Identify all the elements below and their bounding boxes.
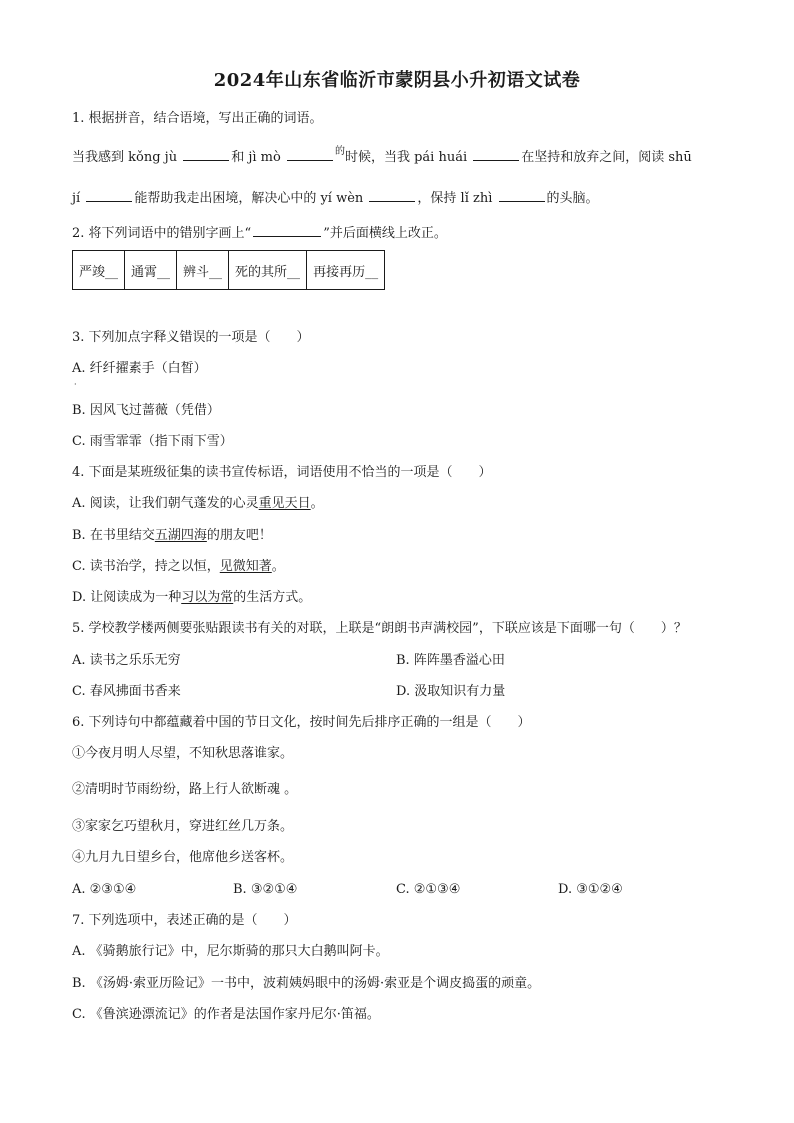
question-7-option-b[interactable]: B. 《汤姆·索亚历险记》一书中，波莉姨妈眼中的汤姆·索亚是个调皮捣蛋的顽童。 (72, 976, 541, 991)
q4-text: A. 阅读，让我们朝气蓬发的心灵 (72, 496, 259, 511)
q4-text: B. 在书里结交 (72, 528, 155, 543)
table-cell[interactable]: 通霄__ (125, 251, 177, 290)
question-4-option-c[interactable] (72, 558, 285, 576)
question-4-option-d[interactable] (72, 589, 311, 607)
question-4-option-a[interactable] (72, 495, 324, 513)
q4-text: D. 让阅读成为一种 (72, 590, 182, 605)
q4-text: 的生活方式。 (233, 590, 312, 605)
poem-line-2: ②清明时节雨纷纷，路上行人欲断魂 。 (72, 782, 298, 797)
question-4-stem: 4. 下面是某班级征集的读书宣传标语，词语使用不恰当的一项是（ ） (72, 465, 492, 480)
q1-text: 和 jì mò (231, 150, 285, 165)
question-3-option-c[interactable]: C. 雨雪霏霏（指下雨下雪） (72, 434, 233, 449)
question-5-stem: 5. 学校教学楼两侧要张贴跟读书有关的对联，上联是“朗朗书声满校园”，下联应该是下面哪一句（ ）？ (72, 621, 687, 636)
question-7-option-a[interactable]: A. 《骑鹅旅行记》中，尼尔斯骑的那只大白鹅叫阿卡。 (72, 944, 389, 959)
q1-text: ，保持 lǐ zhì (417, 191, 497, 206)
question-6-stem: 6. 下列诗句中都蕴藏着中国的节日文化，按时间先后排序正确的一组是（ ） (72, 715, 531, 730)
underlined-phrase: 重见天日 (258, 496, 311, 511)
q1-text: 在坚持和放弃之间，阅读 shū (521, 150, 692, 165)
question-4-option-b[interactable] (72, 527, 272, 545)
typo-table (72, 250, 385, 290)
question-6-option-c[interactable]: C. ②①③④ (396, 882, 461, 897)
q1-text: 时候，当我 pái huái (344, 150, 472, 165)
emphasis-dot: · (74, 380, 77, 389)
question-1-line-1 (72, 148, 692, 168)
answer-blank[interactable] (86, 189, 132, 202)
answer-blank[interactable] (253, 224, 321, 237)
question-5-option-c[interactable]: C. 春风拂面书香来 (72, 684, 181, 699)
question-5-option-d[interactable]: D. 汲取知识有力量 (396, 684, 506, 699)
underlined-phrase: 五湖四海 (154, 528, 207, 543)
table-cell[interactable]: 辨斗__ (177, 251, 229, 290)
question-3-option-a[interactable]: A. 纤纤擢素手（白皙） (72, 361, 207, 376)
q1-superscript: 的 (334, 146, 345, 157)
answer-blank[interactable] (183, 148, 229, 161)
table-row (73, 251, 385, 290)
q1-text: jí (72, 191, 85, 206)
poem-line-3: ③家家乞巧望秋月，穿进红丝几万条。 (72, 819, 294, 834)
answer-blank[interactable] (499, 189, 545, 202)
underlined-phrase: 习以为常 (181, 590, 234, 605)
question-6-option-b[interactable]: B. ③②①④ (233, 882, 298, 897)
q4-text: 。 (271, 559, 285, 574)
question-5-option-a[interactable]: A. 读书之乐乐无穷 (72, 653, 181, 668)
q1-text: 当我感到 kǒng jù (72, 150, 182, 165)
q1-text: 能帮助我走出困境，解决心中的 yí wèn (134, 191, 368, 206)
question-7-option-c[interactable]: C. 《鲁滨逊漂流记》的作者是法国作家丹尼尔·笛福。 (72, 1007, 380, 1022)
q4-text: C. 读书治学，持之以恒， (72, 559, 220, 574)
question-6-option-a[interactable]: A. ②③①④ (72, 882, 137, 897)
poem-line-4: ④九月九日望乡台，他席他乡送客杯。 (72, 850, 294, 865)
answer-blank[interactable] (473, 148, 519, 161)
question-1-stem: 1. 根据拼音，结合语境，写出正确的词语。 (72, 111, 323, 126)
answer-blank[interactable] (369, 189, 415, 202)
table-cell[interactable]: 严竣__ (73, 251, 125, 290)
table-cell[interactable]: 死的其所__ (229, 251, 307, 290)
q4-text: 的朋友吧！ (206, 528, 272, 543)
table-cell[interactable]: 再接再历__ (307, 251, 385, 290)
q2-text: ”并后面横线上改正。 (323, 226, 447, 241)
q4-text: 。 (310, 496, 324, 511)
question-6-option-d[interactable]: D. ③①②④ (558, 882, 623, 897)
underlined-phrase: 见微知著 (219, 559, 272, 574)
q2-text: 2. 将下列词语中的错别字画上“ (72, 226, 252, 241)
page-title: 2024年山东省临沂市蒙阴县小升初语文试卷 (213, 70, 581, 91)
question-2-stem (72, 224, 447, 243)
q1-text: 的头脑。 (546, 191, 599, 206)
poem-line-1: ①今夜月明人尽望，不知秋思落谁家。 (72, 746, 294, 761)
question-5-option-b[interactable]: B. 阵阵墨香溢心田 (396, 653, 505, 668)
question-7-stem: 7. 下列选项中，表述正确的是（ ） (72, 913, 297, 928)
question-1-line-2 (72, 189, 599, 208)
answer-blank[interactable] (287, 148, 333, 161)
question-3-option-b[interactable]: B. 因风飞过蔷薇（凭借） (72, 403, 220, 418)
question-3-stem: 3. 下列加点字释义错误的一项是（ ） (72, 330, 310, 345)
